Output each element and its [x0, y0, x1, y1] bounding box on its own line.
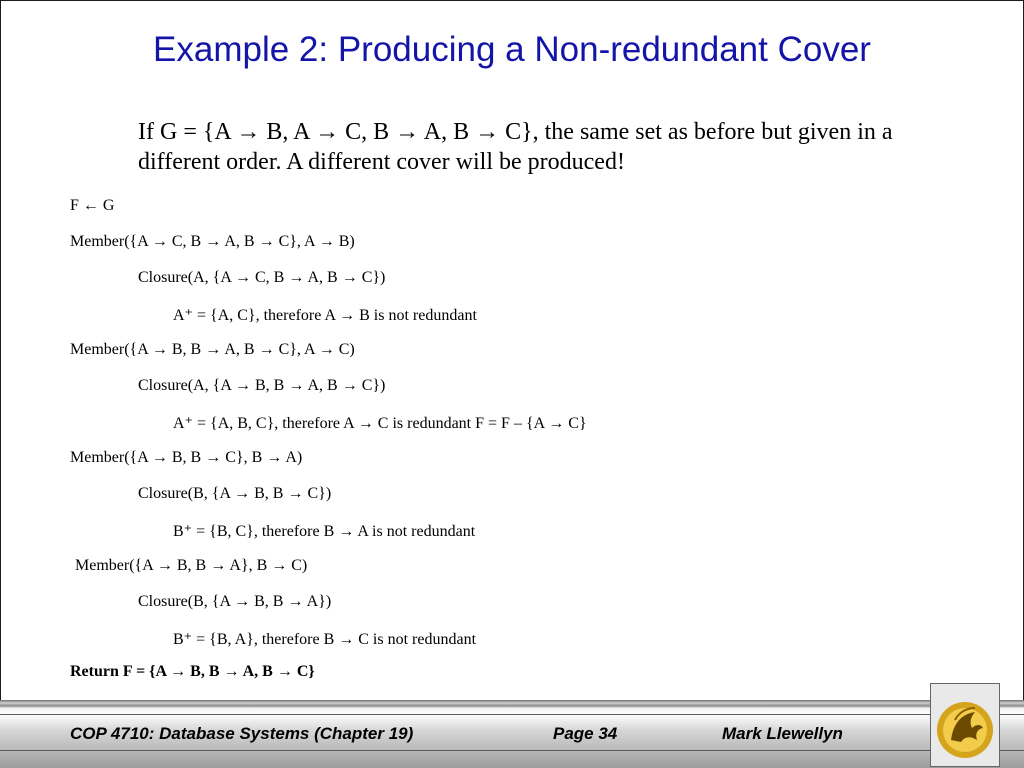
step-line: Member({A → B, B → A, B → C}, A → C) — [70, 341, 355, 358]
footer-author: Mark Llewellyn — [722, 724, 843, 743]
step-line: F ← G — [70, 197, 115, 214]
return-line: Return F = {A → B, B → A, B → C} — [70, 663, 315, 680]
ucf-pegasus-logo-icon — [931, 684, 999, 766]
step-line: Closure(B, {A → B, B → A}) — [138, 593, 332, 610]
step-line: Member({A → C, B → A, B → C}, A → B) — [70, 233, 355, 250]
step-line: Closure(A, {A → B, B → A, B → C}) — [138, 377, 386, 394]
step-line: A⁺ = {A, B, C}, therefore A → C is redundant F = F – {A → C} — [173, 415, 587, 432]
logo-box — [930, 683, 1000, 767]
footer-divider-top — [0, 714, 1024, 715]
step-line: B⁺ = {B, C}, therefore B → A is not redundant — [173, 523, 476, 540]
step-line: B⁺ = {B, A}, therefore B → C is not redundant — [173, 631, 477, 648]
step-line: A⁺ = {A, C}, therefore A → B is not redundant — [173, 307, 477, 324]
footer-course: COP 4710: Database Systems (Chapter 19) — [70, 724, 414, 743]
step-line: Member({A → B, B → C}, B → A) — [70, 449, 303, 466]
slide-title: Example 2: Producing a Non-redundant Cover — [153, 30, 871, 69]
step-line: Closure(A, {A → C, B → A, B → C}) — [138, 269, 386, 286]
step-line: Closure(B, {A → B, B → C}) — [138, 485, 332, 502]
footer-page-number: Page 34 — [553, 724, 618, 743]
footer-divider-bottom — [0, 750, 1024, 751]
intro-paragraph: If G = {A → B, A → C, B → A, B → C}, the same set as before but given in a different order. A different cover will be produced! — [138, 119, 893, 175]
step-line: Member({A → B, B → A}, B → C) — [75, 557, 308, 574]
